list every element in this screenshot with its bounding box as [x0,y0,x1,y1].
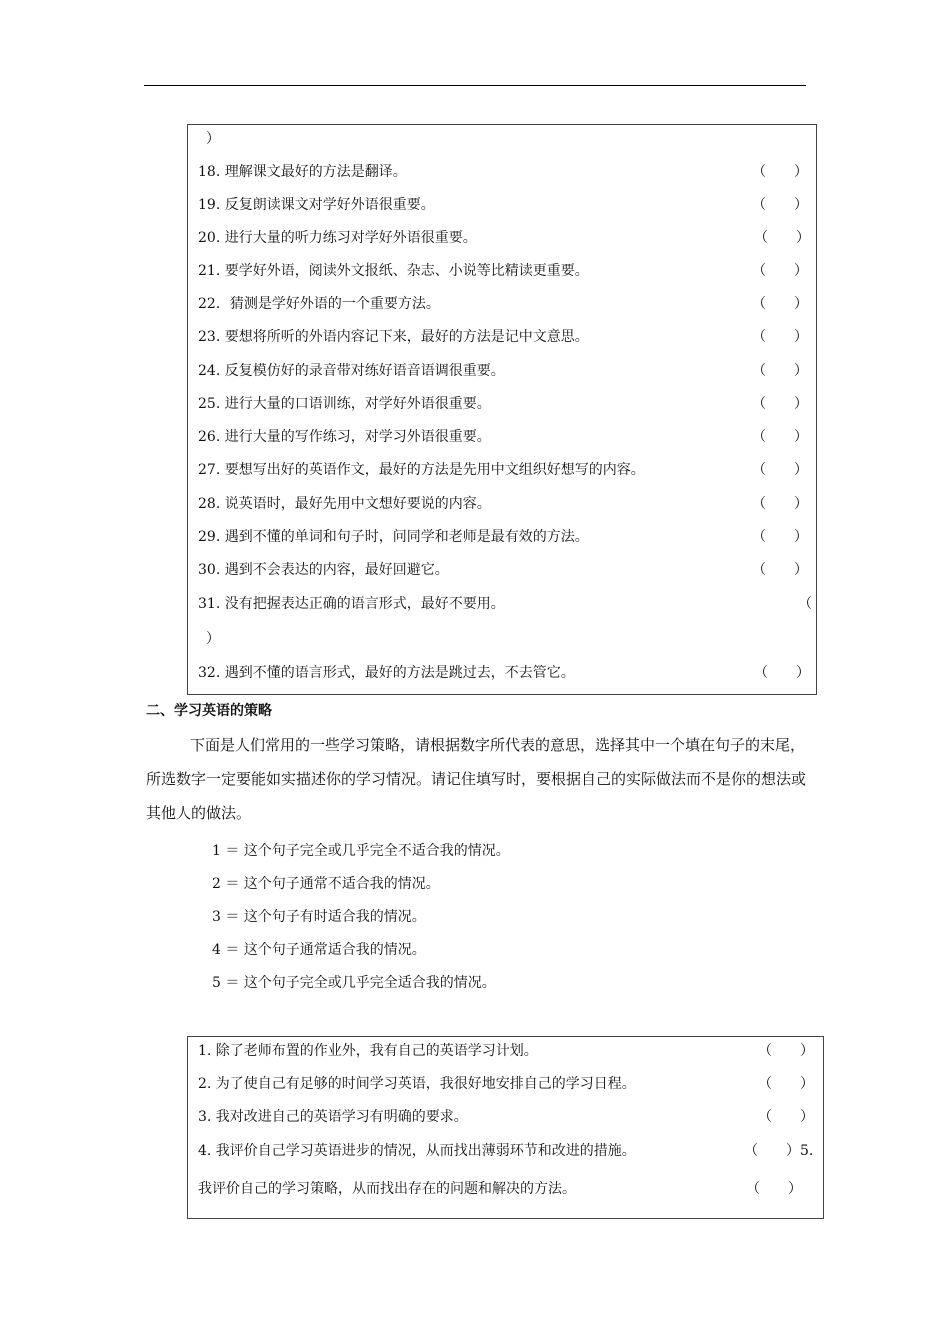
answer-blank[interactable]: （ ） [752,164,808,180]
question-text: 2. 为了使自己有足够的时间学习英语，我很好地安排自己的学习日程。 [198,1076,636,1092]
table-row [188,525,816,549]
table-row [188,226,816,250]
question-text: 1. 除了老师布置的作业外，我有自己的英语学习计划。 [198,1043,538,1059]
answer-blank[interactable]: （ ） [752,296,808,312]
table-row [188,1139,823,1163]
answer-blank[interactable]: （ ） [752,562,808,578]
answer-blank[interactable]: （ ） [758,1076,814,1092]
table-row [188,661,816,685]
table-row [188,259,816,283]
question-text: 3. 我对改进自己的英语学习有明确的要求。 [198,1109,468,1125]
scale-item: 2 ＝ 这个句子通常不适合我的情况。 [212,876,440,892]
question-text: 27. 要想写出好的英语作文，最好的方法是先用中文组织好想写的内容。 [198,462,645,478]
question-text: 29. 遇到不懂的单词和句子时，问同学和老师是最有效的方法。 [198,529,589,545]
table-row [188,193,816,217]
answer-blank[interactable]: （ ） [752,363,808,379]
table-row [188,1177,823,1201]
question-text: 26. 进行大量的写作练习，对学习外语很重要。 [198,429,491,445]
answer-blank[interactable]: （ ） [752,429,808,445]
question-text: 32. 遇到不懂的语言形式，最好的方法是跳过去，不去管它。 [198,665,575,681]
header-rule [144,85,806,86]
table-row [188,160,816,184]
table-row [188,1105,823,1129]
answer-blank[interactable]: （ ） [752,263,808,279]
questionnaire-table-1 [187,124,817,695]
answer-blank[interactable]: （ ） [752,496,808,512]
answer-blank[interactable]: （ ） [758,1043,814,1059]
answer-blank[interactable]: （ ） [752,462,808,478]
question-text: 25. 进行大量的口语训练，对学好外语很重要。 [198,396,491,412]
scale-item: 4 ＝ 这个句子通常适合我的情况。 [212,942,426,958]
answer-blank[interactable]: （ ） [754,230,810,246]
table-row [188,1072,823,1096]
scale-item: 5 ＝ 这个句子完全或几乎完全适合我的情况。 [212,975,496,991]
instructions-paragraph [146,728,812,830]
answer-blank[interactable]: （ ） [746,1181,802,1197]
questionnaire-table-2 [187,1036,824,1219]
table-row [188,425,816,449]
table-row [188,1039,823,1063]
question-text: 21. 要学好外语，阅读外文报纸、杂志、小说等比精读更重要。 [198,263,589,279]
table-row [188,325,816,349]
answer-blank[interactable]: （ ） [758,1109,814,1125]
answer-blank[interactable]: （ ） [752,329,808,345]
answer-blank[interactable]: （ ） [752,197,808,213]
table-row [188,359,816,383]
answer-blank[interactable]: （ ） [754,665,810,681]
table-row [188,592,816,616]
table-row [188,492,816,516]
table-row [188,392,816,416]
question-text: 24. 反复模仿好的录音带对练好语音语调很重要。 [198,363,505,379]
answer-blank[interactable]: （ ） [752,529,808,545]
answer-blank[interactable]: （ ） [752,396,808,412]
question-text: 18. 理解课文最好的方法是翻译。 [198,164,407,180]
section-heading: 二、学习英语的策略 [146,703,272,719]
answer-blank[interactable]: （ [798,596,812,612]
answer-blank-continuation: ） [206,631,220,647]
question-text: 28. 说英语时，最好先用中文想好要说的内容。 [198,496,491,512]
table-row [188,458,816,482]
question-text: 我评价自己的学习策略，从而找出存在的问题和解决的方法。 [198,1181,576,1197]
question-text: 30. 遇到不会表达的内容，最好回避它。 [198,562,449,578]
scale-item: 3 ＝ 这个句子有时适合我的情况。 [212,909,426,925]
answer-blank[interactable]: （ ）5. [744,1143,814,1159]
question-text: 22．猜测是学好外语的一个重要方法。 [198,296,440,312]
previous-item-fragment: ） [206,131,220,147]
instructions-text: 下面是人们常用的一些学习策略，请根据数字所代表的意思，选择其中一个填在句子的末尾，所选数字一定要能如实描述你的学习情况。请记住填写时，要根据自己的实际做法而不是你的想法或其他人的做法。 [146,736,807,822]
question-text: 19. 反复朗读课文对学好外语很重要。 [198,197,435,213]
question-text: 31. 没有把握表达正确的语言形式，最好不要用。 [198,596,505,612]
question-text: 23. 要想将所听的外语内容记下来，最好的方法是记中文意思。 [198,329,589,345]
question-text: 20. 进行大量的听力练习对学好外语很重要。 [198,230,477,246]
scale-item: 1 ＝ 这个句子完全或几乎完全不适合我的情况。 [212,843,510,859]
table-row [188,558,816,582]
question-text: 4. 我评价自己学习英语进步的情况，从而找出薄弱环节和改进的措施。 [198,1143,636,1159]
table-row [188,292,816,316]
